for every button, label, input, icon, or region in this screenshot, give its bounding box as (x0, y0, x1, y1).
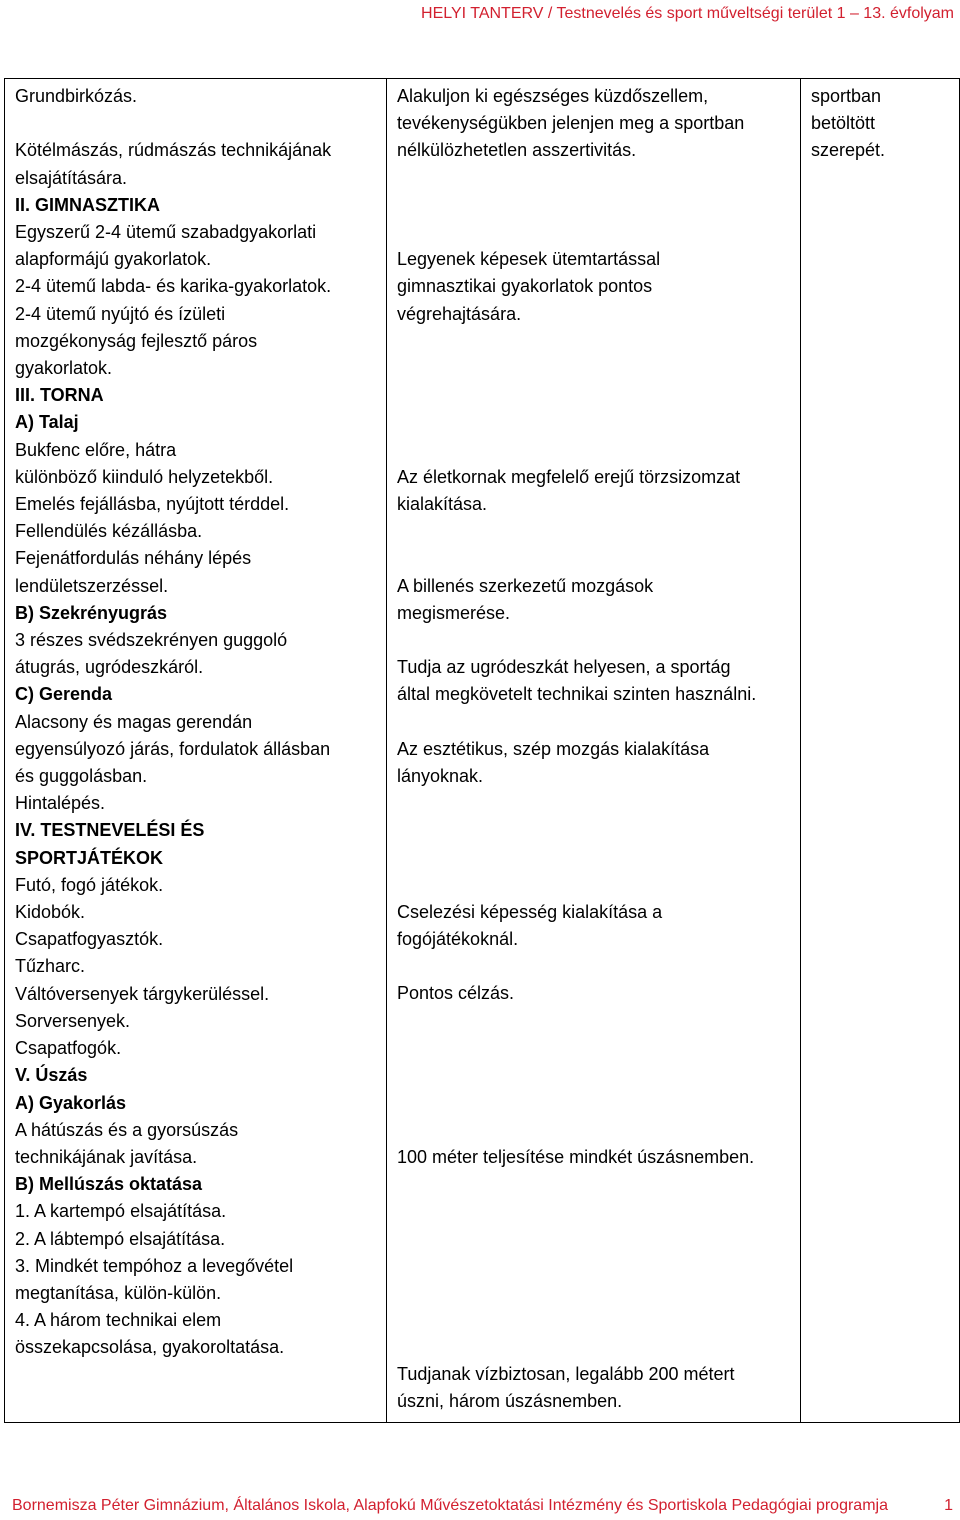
text-line: Legyenek képesek ütemtartással (397, 249, 661, 270)
text-line: elsajátítására. (15, 167, 128, 188)
text-line: Grundbirkózás. (15, 86, 138, 106)
text-line: Az életkornak megfelelő erejű törzsizomzat (397, 466, 741, 487)
text-line: 1. A kartempó elsajátítása. (15, 1201, 227, 1222)
text-line: sportban (811, 86, 882, 106)
text-line: Alakuljon ki egészséges küzdőszellem, (397, 86, 709, 106)
text-line (397, 627, 800, 654)
text-line (397, 790, 800, 817)
text-line: átugrás, ugródeszkáról. (15, 657, 204, 678)
text-line: 4. A három technikai elem (15, 1310, 222, 1331)
text-line (397, 1198, 800, 1225)
text-line: Egyszerű 2-4 ütemű szabadgyakorlati (15, 222, 317, 242)
text-line: lendületszerzéssel. (15, 575, 169, 596)
text-line: kialakítása. (397, 493, 488, 514)
text-line: Csapatfogyasztók. (15, 929, 164, 950)
text-line: Fellendülés kézállásba. (15, 521, 203, 542)
text-line (397, 1089, 800, 1116)
text-line: tevékenységükben jelenjen meg a sportban (397, 113, 745, 134)
text-line: fogójátékoknál. (397, 929, 519, 950)
text-line: 3 részes svédszekrényen guggoló (15, 630, 288, 651)
text-line: lányoknak. (397, 765, 484, 786)
text-line: technikájának javítása. (15, 1146, 198, 1167)
text-line: nélkülözhetetlen asszertivitás. (397, 140, 637, 161)
text-line (397, 545, 800, 572)
text-line: Az esztétikus, szép mozgás kialakítása (397, 738, 710, 759)
text-line: 2-4 ütemű labda- és karika-gyakorlatok. (15, 276, 332, 297)
text-line (397, 1252, 800, 1279)
text-line (397, 328, 800, 355)
text-line: II. GIMNASZTIKA (15, 194, 160, 215)
text-line (397, 1334, 800, 1361)
text-line: 2. A lábtempó elsajátítása. (15, 1228, 226, 1249)
text-line: Hintalépés. (15, 793, 106, 814)
page-header: HELYI TANTERV / Testnevelés és sport műveltségi terület 1 – 13. évfolyam (421, 5, 954, 22)
text-line (397, 437, 800, 464)
text-line (397, 1035, 800, 1062)
text-line: C) Gerenda (15, 684, 113, 705)
text-line (15, 110, 386, 137)
text-line: Kidobók. (15, 902, 86, 923)
text-line (397, 817, 800, 844)
table-row (5, 79, 960, 1423)
footer-text: Bornemisza Péter Gimnázium, Általános Iskola, Alapfokú Művészetoktatási Intézmény és Sportiskola Pedagógiai programja (12, 1497, 888, 1514)
text-line: megismerése. (397, 602, 511, 623)
text-line: Alacsony és magas gerendán (15, 711, 253, 732)
text-line: alapformájú gyakorlatok. (15, 249, 212, 270)
text-line (397, 1280, 800, 1307)
text-line: gyakorlatok. (15, 358, 113, 379)
text-line: szerepét. (811, 140, 886, 161)
text-line: A) Talaj (15, 412, 79, 433)
text-line: SPORTJÁTÉKOK (15, 847, 164, 868)
text-line (397, 1062, 800, 1089)
text-line (397, 1171, 800, 1198)
text-line: összekapcsolása, gyakoroltatása. (15, 1337, 285, 1358)
text-line: betöltött (811, 113, 876, 134)
text-line: mozgékonyság fejlesztő páros (15, 330, 258, 351)
text-line: Emelés fejállásba, nyújtott térddel. (15, 494, 290, 515)
text-line: A billenés szerkezetű mozgások (397, 575, 654, 596)
text-line: Tudjanak vízbiztosan, legalább 200 métert (397, 1364, 735, 1385)
text-line (397, 382, 800, 409)
text-line: Sorversenyek. (15, 1010, 131, 1031)
text-line (397, 518, 800, 545)
text-line (397, 409, 800, 436)
text-line: A) Gyakorlás (15, 1092, 127, 1113)
curriculum-table (4, 78, 960, 1423)
text-line: egyensúlyozó járás, fordulatok állásban (15, 738, 331, 759)
text-line: B) Mellúszás oktatása (15, 1174, 203, 1195)
text-line: 2-4 ütemű nyújtó és ízületi (15, 303, 226, 324)
text-line (397, 872, 800, 899)
text-line: III. TORNA (15, 385, 104, 406)
text-line: IV. TESTNEVELÉSI ÉS (15, 820, 205, 841)
text-line: B) Szekrényugrás (15, 602, 168, 623)
text-line: Váltóversenyek tárgykerüléssel. (15, 983, 270, 1004)
text-line (397, 953, 800, 980)
text-line (397, 844, 800, 871)
text-line (397, 709, 800, 736)
text-line: 3. Mindkét tempóhoz a levegővétel (15, 1255, 294, 1276)
text-line: végrehajtására. (397, 303, 522, 324)
text-line: Bukfenc előre, hátra (15, 439, 177, 460)
text-line: Cselezési képesség kialakítása a (397, 901, 663, 922)
text-line: Tudja az ugródeszkát helyesen, a sportág (397, 657, 731, 678)
text-line: és guggolásban. (15, 766, 148, 787)
text-line: A hátúszás és a gyorsúszás (15, 1119, 239, 1140)
requirements-column (387, 79, 801, 1423)
text-line: 100 méter teljesítése mindkét úszásnemben. (397, 1146, 755, 1167)
text-line: Kötélmászás, rúdmászás technikájának (15, 140, 332, 161)
text-line: gimnasztikai gyakorlatok pontos (397, 276, 653, 297)
text-line (397, 1225, 800, 1252)
text-line: Pontos célzás. (397, 983, 515, 1004)
text-line (397, 165, 800, 192)
text-line: különböző kiinduló helyzetekből. (15, 466, 274, 487)
page-number: 1 (944, 1497, 953, 1514)
text-line: V. Úszás (15, 1065, 88, 1086)
text-line: Futó, fogó játékok. (15, 874, 164, 895)
text-line (397, 219, 800, 246)
text-line (397, 192, 800, 219)
text-line (397, 355, 800, 382)
text-line: Fejenátfordulás néhány lépés (15, 548, 252, 569)
content-column (5, 79, 387, 1423)
text-line (397, 1008, 800, 1035)
text-line: Tűzharc. (15, 956, 86, 977)
text-line (397, 1307, 800, 1334)
text-line: úszni, három úszásnemben. (397, 1391, 623, 1412)
text-line: Csapatfogók. (15, 1038, 122, 1059)
text-line: által megkövetelt technikai szinten használni. (397, 684, 757, 705)
text-line: megtanítása, külön-külön. (15, 1282, 222, 1303)
text-line (397, 1116, 800, 1143)
notes-column (801, 79, 960, 1423)
